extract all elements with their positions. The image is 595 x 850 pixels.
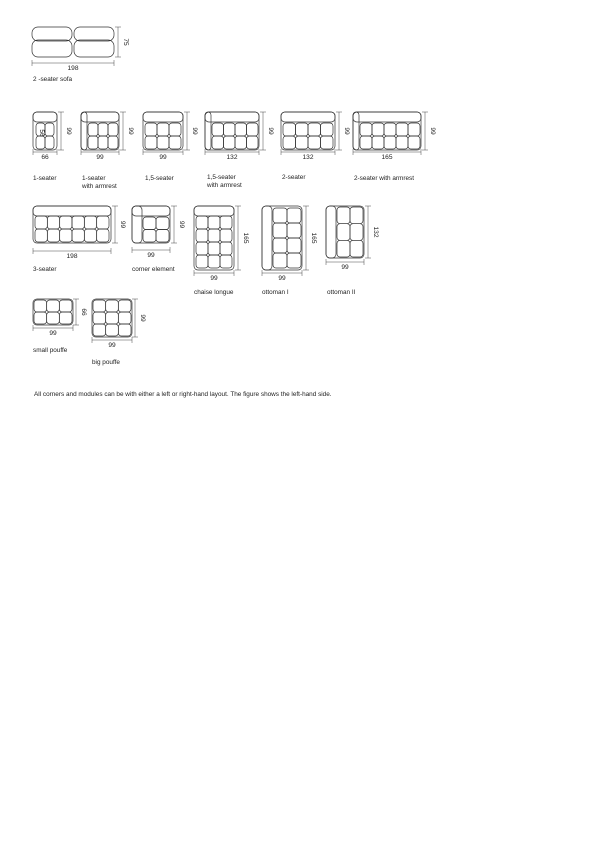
width-label: 99: [96, 154, 104, 161]
caption-line: with armrest: [82, 183, 117, 190]
cushion: [36, 136, 45, 149]
caption-line: chaise longue: [194, 289, 234, 296]
width-label: 99: [49, 330, 57, 337]
caption-line: 3-seater: [33, 266, 57, 273]
cushion: [235, 136, 247, 149]
one-half-seater-drawing: [143, 112, 198, 161]
cushion: [247, 136, 259, 149]
cushion: [220, 242, 232, 255]
cushion: [35, 216, 47, 229]
cushion: [396, 123, 408, 136]
one-half-seater-armrest-drawing: [205, 112, 274, 161]
three-seater-drawing: [33, 206, 126, 260]
cushion: [208, 255, 220, 268]
caption-line: with armrest: [207, 182, 242, 189]
cushion: [208, 216, 220, 229]
cushion: [287, 223, 301, 238]
cushion: [59, 300, 72, 312]
caption-two-seater-armrest: [354, 175, 414, 183]
depth-label: 99: [429, 127, 436, 135]
cushion: [156, 217, 169, 230]
cushion: [283, 123, 296, 136]
two-seater-sofa-drawing: [32, 27, 129, 72]
cushion: [220, 255, 232, 268]
cushion: [273, 208, 287, 223]
cushion: [157, 136, 169, 149]
depth-label: 75: [122, 38, 129, 46]
cushion: [145, 136, 157, 149]
depth-label: 99: [267, 127, 274, 135]
width-label: 165: [381, 154, 393, 161]
cushion: [157, 123, 169, 136]
cushion: [273, 238, 287, 253]
cushion: [88, 136, 98, 149]
two-seater-drawing: [281, 112, 350, 161]
caption-line: 1,5-seater: [145, 175, 174, 182]
one-seater-armrest-drawing: [81, 112, 134, 161]
cushion: [84, 229, 96, 242]
side-backrest: [132, 206, 142, 243]
caption-line: 1-seater: [82, 175, 106, 182]
cushion: [372, 123, 384, 136]
cushion: [408, 123, 420, 136]
small-pouffe-drawing: [33, 299, 87, 337]
big-pouffe-drawing: [92, 299, 146, 349]
cushion: [350, 240, 363, 257]
depth-label: 99: [343, 127, 350, 135]
cushion: [93, 300, 106, 312]
cushion: [287, 208, 301, 223]
cushion: [45, 123, 54, 136]
cushion: [360, 123, 372, 136]
cushion: [273, 223, 287, 238]
cushion: [93, 312, 106, 324]
cushion: [220, 229, 232, 242]
caption-chaise-longue: [194, 289, 233, 297]
cushion: [350, 207, 363, 224]
cushion: [35, 229, 47, 242]
cushion: [350, 224, 363, 241]
cushion: [224, 136, 236, 149]
cushion: [408, 136, 420, 149]
width-label: 132: [226, 154, 238, 161]
cushion: [337, 207, 350, 224]
cushion: [97, 229, 109, 242]
depth-label: 99: [178, 220, 185, 229]
cushion: [196, 255, 208, 268]
cushion: [143, 217, 156, 230]
backrest: [143, 112, 183, 122]
cushion: [143, 230, 156, 243]
caption-two-seater-sofa: [33, 76, 72, 84]
caption-line: 1-seater: [33, 175, 57, 182]
depth-label: 99: [191, 127, 198, 135]
depth-label: 99: [65, 127, 72, 135]
width-label: 99: [147, 252, 155, 259]
cushion: [93, 324, 106, 336]
cushion: [212, 123, 224, 136]
caption-ottoman-i: [262, 289, 289, 297]
width-label: 66: [41, 154, 49, 161]
layout-note: All corners and modules can be with either a left or right-hand layout. The figure shows the left-hand side.: [34, 391, 332, 398]
backrest: [205, 112, 259, 122]
caption-one-half-seater: [145, 175, 174, 183]
width-label: 99: [278, 275, 286, 282]
cushion: [196, 229, 208, 242]
cushion: [145, 123, 157, 136]
cushion: [118, 324, 131, 336]
backrest: [33, 112, 57, 122]
cushion: [47, 229, 59, 242]
cushion: [47, 312, 60, 324]
cushion: [273, 253, 287, 268]
cushion: [60, 216, 72, 229]
caption-one-seater-armrest: [82, 175, 117, 191]
frame: [205, 112, 259, 150]
cushion: [34, 312, 47, 324]
cushion: [169, 136, 181, 149]
frame: [92, 299, 132, 337]
depth-label: 165: [310, 232, 317, 244]
inner-depth-label: 56: [38, 129, 45, 137]
backrest: [33, 206, 111, 216]
cushion: [321, 136, 334, 149]
backrest: [132, 206, 170, 216]
cushion: [337, 224, 350, 241]
width-label: 198: [66, 253, 78, 260]
armrest: [205, 112, 211, 150]
backrest: [281, 112, 335, 122]
ottoman-i-drawing: [262, 206, 317, 282]
cushion: [45, 136, 54, 149]
cushion: [321, 123, 334, 136]
cushion: [208, 242, 220, 255]
caption-line: 1,5-seater: [207, 174, 236, 181]
cushion: [296, 136, 309, 149]
cushion: [308, 136, 321, 149]
width-label: 132: [302, 154, 314, 161]
cushion: [98, 123, 108, 136]
cushion: [106, 300, 119, 312]
width-label: 198: [67, 65, 79, 72]
frame: [132, 206, 170, 243]
corner-element-drawing: [132, 206, 185, 259]
back-cushion: [32, 27, 72, 41]
cushion: [72, 229, 84, 242]
seat-cushion: [32, 40, 72, 57]
cushion: [106, 324, 119, 336]
caption-line: 2-seater: [282, 174, 306, 181]
cushion: [208, 229, 220, 242]
side-backrest: [262, 206, 272, 270]
cushion: [296, 123, 309, 136]
cushion: [308, 123, 321, 136]
cushion: [169, 123, 181, 136]
width-label: 99: [108, 342, 116, 349]
cushion: [360, 136, 372, 149]
armrest: [81, 112, 87, 150]
cushion: [384, 123, 396, 136]
caption-line: 2 -seater sofa: [33, 76, 73, 83]
cushion: [98, 136, 108, 149]
ottoman-ii-drawing: [326, 206, 379, 271]
chaise-longue-drawing: [194, 206, 249, 282]
caption-three-seater: [33, 266, 56, 274]
caption-one-half-seater-armrest: [207, 174, 242, 190]
caption-small-pouffe: [33, 347, 67, 355]
width-label: 99: [210, 275, 218, 282]
cushion: [287, 253, 301, 268]
depth-label: 165: [242, 232, 249, 244]
cushion: [118, 300, 131, 312]
cushion: [34, 300, 47, 312]
frame: [353, 112, 421, 150]
depth-label: 99: [127, 127, 134, 135]
caption-line: ottoman II: [327, 289, 356, 296]
cushion: [220, 216, 232, 229]
seat-cushion: [74, 40, 114, 57]
caption-ottoman-ii: [327, 289, 355, 297]
caption-corner-element: [132, 266, 175, 274]
two-seater-armrest-drawing: [353, 112, 436, 161]
one-seater-drawing: [33, 112, 72, 161]
cushion: [59, 312, 72, 324]
depth-label: 99: [119, 220, 126, 229]
back-cushion: [74, 27, 114, 41]
depth-label: 66: [80, 308, 87, 316]
cushion: [196, 216, 208, 229]
side-backrest: [326, 206, 336, 258]
cushion: [60, 229, 72, 242]
cushion: [106, 312, 119, 324]
caption-two-seater: [282, 174, 305, 182]
width-label: 99: [159, 154, 167, 161]
cushion: [372, 136, 384, 149]
cushion: [108, 123, 118, 136]
caption-line: 2-seater with armrest: [354, 175, 415, 182]
cushion: [337, 240, 350, 257]
cushion: [156, 230, 169, 243]
depth-label: 99: [139, 314, 146, 322]
cushion: [247, 123, 259, 136]
cushion: [235, 123, 247, 136]
cushion: [88, 123, 98, 136]
frame: [143, 112, 183, 150]
cushion: [283, 136, 296, 149]
frame: [194, 206, 234, 270]
cushion: [118, 312, 131, 324]
cushion: [224, 123, 236, 136]
caption-line: corner element: [132, 266, 175, 273]
cushion: [72, 216, 84, 229]
frame: [326, 206, 364, 258]
backrest: [353, 112, 421, 122]
caption-line: small pouffe: [33, 347, 68, 354]
caption-line: big pouffe: [92, 359, 120, 366]
cushion: [212, 136, 224, 149]
cushion: [47, 216, 59, 229]
depth-label: 132: [372, 226, 379, 238]
cushion: [84, 216, 96, 229]
caption-one-seater: [33, 175, 56, 183]
cushion: [97, 216, 109, 229]
caption-line: ottoman I: [262, 289, 289, 296]
cushion: [287, 238, 301, 253]
caption-big-pouffe: [92, 359, 120, 367]
width-label: 99: [341, 264, 349, 271]
cushion: [47, 300, 60, 312]
cushion: [108, 136, 118, 149]
cushion: [196, 242, 208, 255]
armrest: [353, 112, 359, 150]
cushion: [384, 136, 396, 149]
cushion: [396, 136, 408, 149]
backrest: [194, 206, 234, 216]
